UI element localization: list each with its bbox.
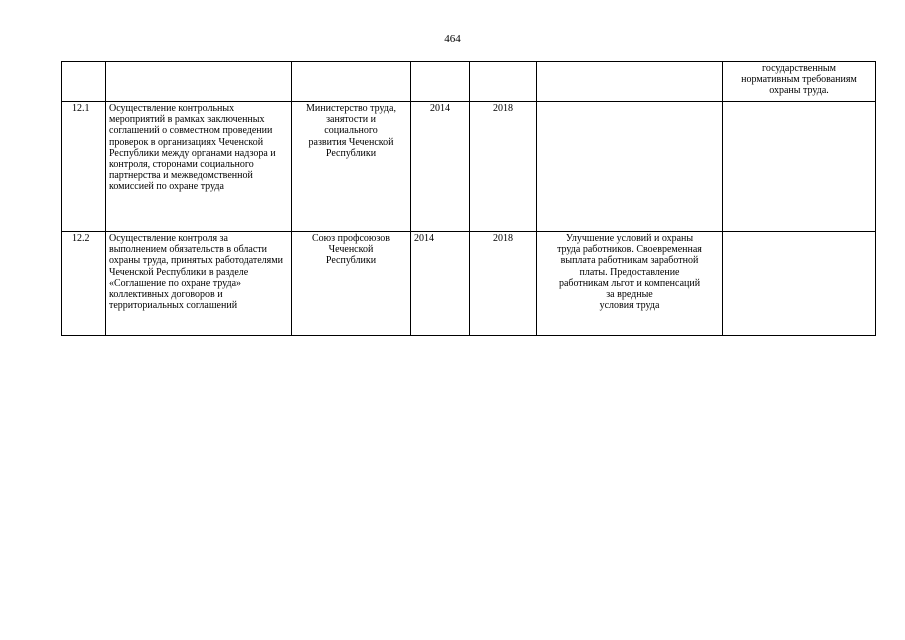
end-year-cell xyxy=(470,62,537,102)
table-row xyxy=(62,232,876,336)
table-row xyxy=(62,62,876,102)
executor-cell xyxy=(292,62,411,102)
note-cell xyxy=(723,102,876,232)
note-cell xyxy=(723,232,876,336)
row-number xyxy=(62,62,106,102)
executor-cell: Министерство труда, занятости и социального развития Чеченской Республики xyxy=(292,102,411,232)
activity-cell: Осуществление контрольных мероприятий в рамках заключенных соглашений о совместном проведении проверок в организациях Чеченской Республики между органами надзора и контроля, сторонами социального партнерства и межведомственной комиссией по охране труда xyxy=(106,102,292,232)
executor-cell: Союз профсоюзов Чеченской Республики xyxy=(292,232,411,336)
start-year-cell: 2014 xyxy=(411,102,470,232)
activity-cell xyxy=(106,62,292,102)
start-year-cell xyxy=(411,62,470,102)
activities-table xyxy=(61,61,876,336)
row-number: 12.2 xyxy=(62,232,106,336)
result-cell xyxy=(537,62,723,102)
result-cell: Улучшение условий и охраны труда работников. Своевременная выплата работникам заработной платы. Предоставление работникам льгот и компенсаций за вредные условия труда xyxy=(537,232,723,336)
activity-cell: Осуществление контроля за выполнением обязательств в области охраны труда, принятых работодателями Чеченской Республики в разделе «Соглашение по охране труда» коллективных договоров и территориальных соглашений xyxy=(106,232,292,336)
note-cell: государственным нормативным требованиям охраны труда. xyxy=(723,62,876,102)
table-row xyxy=(62,102,876,232)
result-cell xyxy=(537,102,723,232)
end-year-cell: 2018 xyxy=(470,232,537,336)
page-number: 464 xyxy=(444,33,461,45)
row-number: 12.1 xyxy=(62,102,106,232)
end-year-cell: 2018 xyxy=(470,102,537,232)
start-year-cell: 2014 xyxy=(411,232,470,336)
